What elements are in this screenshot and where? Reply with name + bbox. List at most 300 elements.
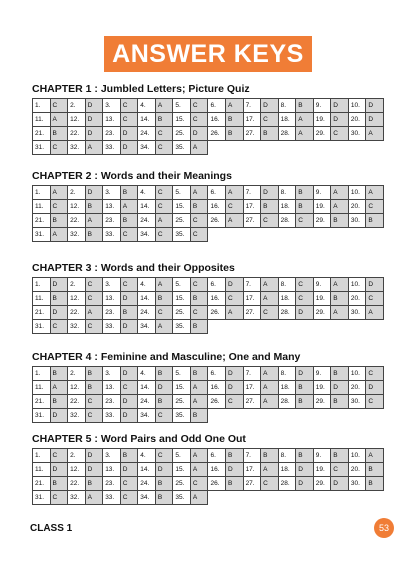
empty-cell — [278, 141, 296, 155]
question-number: 18. — [278, 381, 296, 395]
answer-cell: C — [296, 292, 314, 306]
question-number: 21. — [33, 395, 51, 409]
answer-cell: C — [120, 477, 138, 491]
answer-cell: C — [120, 99, 138, 113]
empty-cell — [348, 320, 366, 334]
answer-cell: C — [120, 228, 138, 242]
answer-cell: A — [261, 381, 279, 395]
question-number: 9. — [313, 278, 331, 292]
question-number: 12. — [68, 381, 86, 395]
question-number: 4. — [138, 367, 156, 381]
question-number: 14. — [138, 200, 156, 214]
question-number: 7. — [243, 278, 261, 292]
empty-cell — [226, 320, 244, 334]
answer-cell: B — [331, 395, 349, 409]
question-number: 10. — [348, 449, 366, 463]
question-number: 7. — [243, 367, 261, 381]
answer-cell: A — [50, 186, 68, 200]
question-number: 20. — [348, 381, 366, 395]
answer-cell: D — [50, 409, 68, 423]
question-number: 24. — [138, 214, 156, 228]
question-number: 4. — [138, 186, 156, 200]
empty-cell — [366, 228, 384, 242]
empty-cell — [348, 491, 366, 505]
question-number: 15. — [173, 113, 191, 127]
answer-cell: A — [366, 449, 384, 463]
answer-cell: A — [296, 113, 314, 127]
question-number: 27. — [243, 214, 261, 228]
answer-cell: C — [296, 214, 314, 228]
question-number: 30. — [348, 477, 366, 491]
empty-cell — [261, 228, 279, 242]
answer-cell: C — [190, 113, 208, 127]
answer-cell: D — [120, 292, 138, 306]
empty-cell — [348, 228, 366, 242]
question-number: 9. — [313, 99, 331, 113]
answer-cell: C — [50, 491, 68, 505]
empty-cell — [366, 409, 384, 423]
answer-cell: D — [85, 449, 103, 463]
question-number: 10. — [348, 99, 366, 113]
question-number: 10. — [348, 278, 366, 292]
question-number: 35. — [173, 141, 191, 155]
answer-cell: A — [226, 186, 244, 200]
empty-cell — [331, 141, 349, 155]
answer-cell: C — [120, 278, 138, 292]
answer-cell: B — [120, 186, 138, 200]
question-number: 22. — [68, 214, 86, 228]
table-row — [33, 306, 384, 320]
answer-cell: D — [331, 113, 349, 127]
answer-cell: A — [155, 278, 173, 292]
question-number: 32. — [68, 141, 86, 155]
question-number: 3. — [103, 367, 121, 381]
empty-cell — [208, 320, 226, 334]
question-number: 28. — [278, 214, 296, 228]
question-number: 8. — [278, 367, 296, 381]
answer-cell: C — [190, 214, 208, 228]
question-number: 25. — [173, 306, 191, 320]
answer-cell: B — [155, 491, 173, 505]
empty-cell — [243, 491, 261, 505]
answer-cell: C — [366, 292, 384, 306]
answer-cell: D — [50, 278, 68, 292]
answer-cell: B — [85, 367, 103, 381]
question-number: 31. — [33, 409, 51, 423]
answer-cell: A — [261, 278, 279, 292]
question-number: 31. — [33, 141, 51, 155]
question-number: 5. — [173, 278, 191, 292]
answer-cell: C — [331, 127, 349, 141]
question-number: 16. — [208, 200, 226, 214]
question-number: 6. — [208, 99, 226, 113]
answer-cell: A — [85, 141, 103, 155]
question-number: 1. — [33, 278, 51, 292]
question-number: 16. — [208, 381, 226, 395]
table-row — [33, 381, 384, 395]
table-row — [33, 449, 384, 463]
answer-cell: C — [85, 278, 103, 292]
answer-cell: D — [50, 306, 68, 320]
question-number: 34. — [138, 491, 156, 505]
question-number: 4. — [138, 278, 156, 292]
empty-cell — [226, 409, 244, 423]
question-number: 31. — [33, 320, 51, 334]
empty-cell — [296, 228, 314, 242]
answer-cell: D — [120, 320, 138, 334]
answer-cell: C — [155, 228, 173, 242]
answer-cell: C — [226, 200, 244, 214]
question-number: 20. — [348, 113, 366, 127]
answer-cell: C — [85, 395, 103, 409]
question-number: 12. — [68, 113, 86, 127]
chapter-title: CHAPTER 1 : Jumbled Letters; Picture Quiz — [32, 83, 250, 95]
question-number: 18. — [278, 463, 296, 477]
question-number: 28. — [278, 395, 296, 409]
question-number: 24. — [138, 477, 156, 491]
question-number: 15. — [173, 200, 191, 214]
answer-cell: D — [85, 99, 103, 113]
empty-cell — [261, 320, 279, 334]
answer-cell: C — [85, 409, 103, 423]
chapter-title: CHAPTER 4 : Feminine and Masculine; One and Many — [32, 351, 301, 363]
answer-cell: A — [190, 186, 208, 200]
answer-cell: D — [261, 186, 279, 200]
answer-cell: B — [190, 409, 208, 423]
empty-cell — [261, 491, 279, 505]
question-number: 22. — [68, 306, 86, 320]
empty-cell — [366, 320, 384, 334]
answer-cell: B — [331, 449, 349, 463]
answer-cell: B — [296, 381, 314, 395]
answer-cell: C — [155, 306, 173, 320]
answer-cell: D — [120, 409, 138, 423]
question-number: 4. — [138, 449, 156, 463]
answer-cell: A — [261, 395, 279, 409]
empty-cell — [331, 409, 349, 423]
question-number: 19. — [313, 200, 331, 214]
answer-cell: D — [366, 99, 384, 113]
question-number: 9. — [313, 449, 331, 463]
answer-cell: B — [296, 99, 314, 113]
answer-cell: A — [155, 214, 173, 228]
answer-cell: B — [190, 200, 208, 214]
question-number: 30. — [348, 306, 366, 320]
question-number: 30. — [348, 214, 366, 228]
answer-cell: D — [226, 381, 244, 395]
empty-cell — [313, 228, 331, 242]
question-number: 7. — [243, 99, 261, 113]
chapter-3-section — [32, 261, 384, 334]
answer-cell: C — [155, 127, 173, 141]
answer-cell: D — [296, 306, 314, 320]
question-number: 3. — [103, 186, 121, 200]
answer-cell: C — [226, 292, 244, 306]
question-number: 2. — [68, 449, 86, 463]
question-number: 23. — [103, 395, 121, 409]
question-number: 12. — [68, 200, 86, 214]
answer-cell: C — [331, 463, 349, 477]
answer-cell: A — [366, 306, 384, 320]
question-number: 31. — [33, 228, 51, 242]
table-row — [33, 292, 384, 306]
answer-cell: D — [296, 463, 314, 477]
answer-cell: B — [366, 477, 384, 491]
empty-cell — [208, 141, 226, 155]
question-number: 1. — [33, 367, 51, 381]
empty-cell — [243, 409, 261, 423]
empty-cell — [278, 320, 296, 334]
answer-cell: A — [261, 292, 279, 306]
question-number: 19. — [313, 113, 331, 127]
answer-cell: A — [331, 278, 349, 292]
answer-cell: D — [85, 113, 103, 127]
question-number: 2. — [68, 186, 86, 200]
answer-cell: D — [296, 367, 314, 381]
answer-cell: C — [190, 306, 208, 320]
answer-cell: B — [366, 463, 384, 477]
question-number: 31. — [33, 491, 51, 505]
question-number: 3. — [103, 449, 121, 463]
question-number: 15. — [173, 381, 191, 395]
answer-cell: C — [85, 320, 103, 334]
answer-cell: C — [226, 395, 244, 409]
answer-cell: C — [261, 214, 279, 228]
empty-cell — [226, 491, 244, 505]
question-number: 6. — [208, 367, 226, 381]
answer-cell: A — [366, 186, 384, 200]
question-number: 12. — [68, 292, 86, 306]
question-number: 34. — [138, 141, 156, 155]
answer-cell: B — [120, 214, 138, 228]
question-number: 9. — [313, 367, 331, 381]
table-row — [33, 141, 384, 155]
question-number: 23. — [103, 214, 121, 228]
answer-cell: B — [296, 449, 314, 463]
chapter-title: CHAPTER 5 : Word Pairs and Odd One Out — [32, 433, 246, 445]
question-number: 2. — [68, 99, 86, 113]
question-number: 4. — [138, 99, 156, 113]
question-number: 15. — [173, 292, 191, 306]
table-row — [33, 186, 384, 200]
question-number: 2. — [68, 367, 86, 381]
answer-cell: A — [50, 228, 68, 242]
question-number: 14. — [138, 463, 156, 477]
empty-cell — [296, 409, 314, 423]
empty-cell — [278, 409, 296, 423]
table-row — [33, 200, 384, 214]
answer-table — [32, 185, 384, 242]
question-number: 13. — [103, 381, 121, 395]
answer-cell: C — [120, 491, 138, 505]
table-row — [33, 367, 384, 381]
answer-cell: A — [226, 306, 244, 320]
question-number: 28. — [278, 306, 296, 320]
question-number: 32. — [68, 491, 86, 505]
answer-cell: D — [85, 127, 103, 141]
question-number: 20. — [348, 463, 366, 477]
answer-cell: A — [50, 381, 68, 395]
question-number: 18. — [278, 113, 296, 127]
question-number: 29. — [313, 306, 331, 320]
answer-cell: D — [120, 141, 138, 155]
question-number: 26. — [208, 306, 226, 320]
question-number: 13. — [103, 113, 121, 127]
empty-cell — [366, 491, 384, 505]
answer-cell: A — [120, 200, 138, 214]
question-number: 16. — [208, 292, 226, 306]
table-row — [33, 395, 384, 409]
empty-cell — [331, 228, 349, 242]
question-number: 16. — [208, 463, 226, 477]
question-number: 21. — [33, 127, 51, 141]
answer-cell: B — [261, 127, 279, 141]
answer-cell: A — [190, 395, 208, 409]
empty-cell — [208, 228, 226, 242]
empty-cell — [313, 141, 331, 155]
answer-cell: D — [120, 463, 138, 477]
question-number: 25. — [173, 127, 191, 141]
question-number: 1. — [33, 99, 51, 113]
question-number: 25. — [173, 477, 191, 491]
answer-cell: B — [85, 228, 103, 242]
answer-cell: C — [190, 278, 208, 292]
question-number: 6. — [208, 449, 226, 463]
question-number: 10. — [348, 367, 366, 381]
answer-cell: C — [50, 141, 68, 155]
question-number: 32. — [68, 320, 86, 334]
question-number: 28. — [278, 477, 296, 491]
table-row — [33, 113, 384, 127]
empty-cell — [348, 141, 366, 155]
answer-cell: A — [190, 463, 208, 477]
question-number: 13. — [103, 200, 121, 214]
question-number: 26. — [208, 477, 226, 491]
question-number: 25. — [173, 395, 191, 409]
answer-cell: C — [50, 320, 68, 334]
answer-cell: C — [366, 395, 384, 409]
question-number: 35. — [173, 228, 191, 242]
chapter-5-section — [32, 432, 384, 505]
answer-cell: B — [190, 292, 208, 306]
answer-cell: C — [50, 200, 68, 214]
question-number: 14. — [138, 113, 156, 127]
empty-cell — [366, 141, 384, 155]
answer-cell: B — [190, 320, 208, 334]
answer-cell: B — [155, 292, 173, 306]
chapter-title: CHAPTER 3 : Words and their Opposites — [32, 262, 235, 274]
question-number: 19. — [313, 463, 331, 477]
page-title-text: ANSWER KEYS — [112, 39, 304, 68]
question-number: 20. — [348, 200, 366, 214]
question-number: 34. — [138, 320, 156, 334]
answer-cell: A — [85, 214, 103, 228]
question-number: 26. — [208, 127, 226, 141]
answer-cell: B — [226, 449, 244, 463]
table-row — [33, 214, 384, 228]
answer-cell: B — [331, 367, 349, 381]
question-number: 29. — [313, 395, 331, 409]
answer-cell: B — [120, 306, 138, 320]
answer-cell: B — [155, 367, 173, 381]
question-number: 16. — [208, 113, 226, 127]
answer-cell: D — [120, 127, 138, 141]
answer-cell: A — [366, 127, 384, 141]
question-number: 5. — [173, 367, 191, 381]
answer-cell: B — [50, 214, 68, 228]
answer-cell: A — [296, 127, 314, 141]
empty-cell — [313, 409, 331, 423]
question-number: 18. — [278, 200, 296, 214]
answer-cell: D — [331, 381, 349, 395]
question-number: 22. — [68, 477, 86, 491]
answer-cell: C — [366, 200, 384, 214]
answer-cell: D — [226, 278, 244, 292]
question-number: 21. — [33, 477, 51, 491]
answer-cell: D — [261, 99, 279, 113]
answer-cell: C — [261, 477, 279, 491]
table-row — [33, 320, 384, 334]
question-number: 35. — [173, 491, 191, 505]
question-number: 32. — [68, 409, 86, 423]
page-title — [104, 36, 312, 72]
answer-cell: D — [155, 381, 173, 395]
answer-cell: B — [366, 214, 384, 228]
answer-cell: A — [331, 200, 349, 214]
question-number: 2. — [68, 278, 86, 292]
question-number: 3. — [103, 99, 121, 113]
question-number: 33. — [103, 409, 121, 423]
answer-table — [32, 448, 384, 505]
question-number: 23. — [103, 306, 121, 320]
empty-cell — [243, 320, 261, 334]
question-number: 27. — [243, 127, 261, 141]
answer-cell: B — [85, 381, 103, 395]
empty-cell — [243, 228, 261, 242]
answer-cell: A — [85, 306, 103, 320]
question-number: 24. — [138, 395, 156, 409]
answer-cell: C — [155, 200, 173, 214]
empty-cell — [313, 491, 331, 505]
answer-cell: C — [155, 449, 173, 463]
question-number: 32. — [68, 228, 86, 242]
empty-cell — [226, 141, 244, 155]
answer-cell: D — [120, 367, 138, 381]
answer-cell: D — [50, 463, 68, 477]
answer-cell: C — [85, 292, 103, 306]
question-number: 17. — [243, 292, 261, 306]
question-number: 11. — [33, 292, 51, 306]
answer-cell: C — [155, 409, 173, 423]
question-number: 23. — [103, 477, 121, 491]
answer-cell: B — [331, 214, 349, 228]
answer-cell: D — [331, 477, 349, 491]
empty-cell — [278, 228, 296, 242]
answer-cell: A — [226, 99, 244, 113]
question-number: 14. — [138, 381, 156, 395]
question-number: 21. — [33, 214, 51, 228]
question-number: 7. — [243, 449, 261, 463]
question-number: 29. — [313, 477, 331, 491]
answer-cell: B — [296, 186, 314, 200]
answer-cell: C — [120, 381, 138, 395]
question-number: 1. — [33, 449, 51, 463]
question-number: 28. — [278, 127, 296, 141]
answer-cell: D — [155, 463, 173, 477]
empty-cell — [243, 141, 261, 155]
question-number: 22. — [68, 127, 86, 141]
answer-cell: A — [190, 141, 208, 155]
